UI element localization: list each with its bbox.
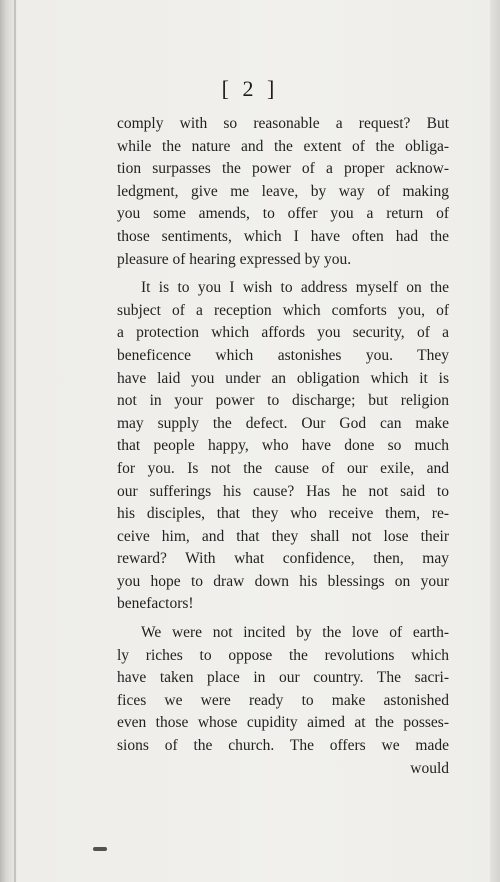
text-line: It is to you I wish to address myself on the (141, 279, 449, 297)
text-line: while the nature and the extent of the obliga- (117, 137, 449, 155)
text-line: ly riches to oppose the revolutions which (117, 646, 449, 664)
text-line: our sufferings his cause? Has he not said to (117, 482, 449, 500)
text-line: benefactors! (117, 595, 194, 613)
text-line: have taken place in our country. The sacri- (117, 669, 449, 687)
text-line: pleasure of hearing expressed by you. (117, 250, 352, 268)
text-line: not in your power to discharge; but religion (117, 392, 449, 410)
text-line: a protection which affords you security, of a (117, 324, 449, 342)
text-line: ceive him, and that they shall not lose their (117, 527, 449, 545)
text-line: that people happy, who have done so much (117, 437, 449, 455)
text-line: may supply the defect. Our God can make (117, 414, 449, 432)
text-line: for you. Is not the cause of our exile, and (117, 459, 449, 477)
text-line: his disciples, that they who receive them, re- (117, 505, 449, 523)
body-text (117, 113, 449, 780)
text-line: you hope to draw down his blessings on your (117, 572, 449, 590)
text-line: subject of a reception which comforts you, of (117, 301, 449, 319)
text-line: those sentiments, which I have often had the (117, 227, 449, 245)
text-line: tion surpasses the power of a proper acknow- (117, 160, 449, 178)
page-right-edge (490, 0, 500, 882)
text-line: sions of the church. The offers we made (117, 737, 449, 755)
text-line: have laid you under an obligation which it is (117, 369, 449, 387)
text-line: We were not incited by the love of earth- (141, 624, 449, 642)
catchword: would (410, 759, 449, 777)
text-line: beneficence which astonishes you. They (117, 346, 449, 364)
ink-smudge (93, 847, 107, 851)
page-number: [ 2 ] (221, 76, 279, 101)
text-line: you some amends, to offer you a return of (117, 205, 449, 223)
text-line: even those whose cupidity aimed at the posses- (117, 714, 449, 732)
text-line: fices we were ready to make astonished (117, 691, 449, 709)
page-spine-shadow (14, 0, 16, 882)
text-line: comply with so reasonable a request? But (117, 115, 449, 132)
text-line: ledgment, give me leave, by way of making (117, 182, 449, 200)
text-line: reward? With what confidence, then, may (117, 550, 449, 568)
